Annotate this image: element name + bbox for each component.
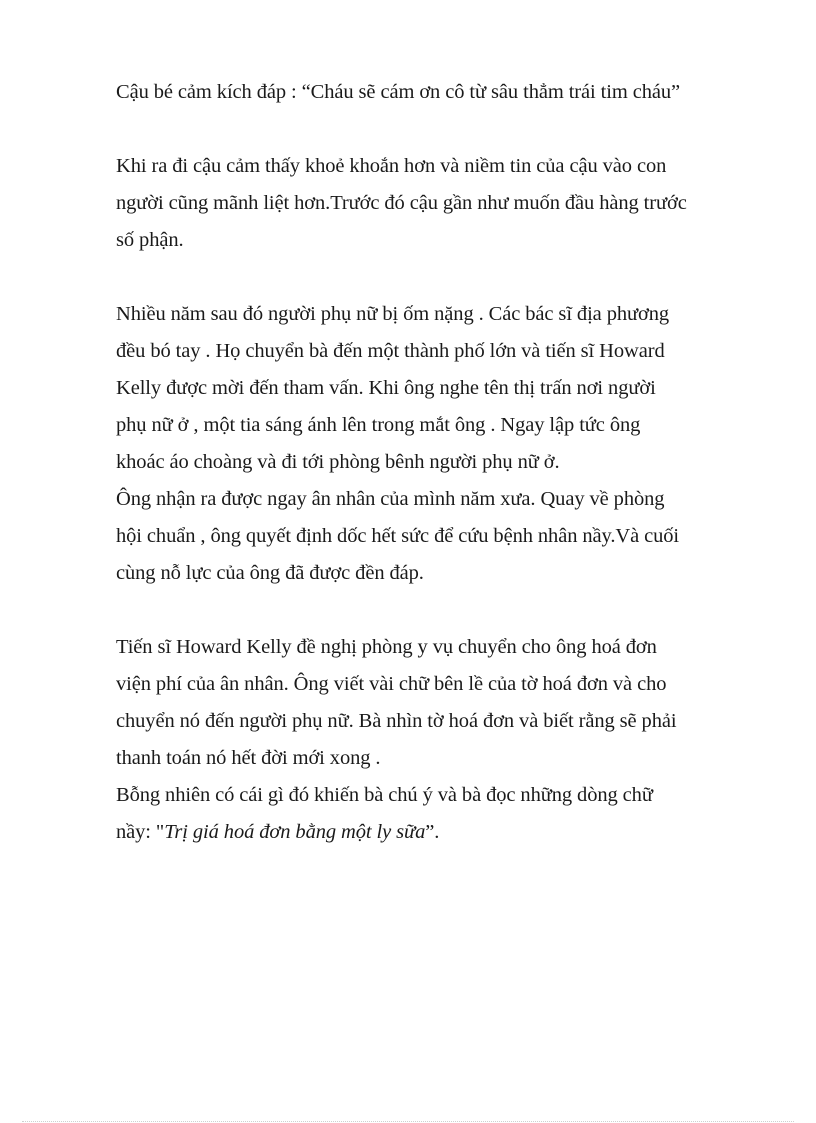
text-line: viện phí của ân nhân. Ông viết vài chữ bên lề của tờ hoá đơn và cho [116, 673, 667, 695]
text-line: người cũng mãnh liệt hơn.Trước đó cậu gần như muốn đầu hàng trước [116, 192, 687, 214]
document-body [116, 74, 756, 851]
text-line: Kelly được mời đến tham vấn. Khi ông nghe tên thị trấn nơi người [116, 377, 656, 399]
text-line: Ông nhận ra được ngay ân nhân của mình năm xưa. Quay về phòng [116, 488, 665, 510]
text-line: Khi ra đi cậu cảm thấy khoẻ khoắn hơn và niềm tin của cậu vào con [116, 155, 667, 177]
paragraph-4 [116, 629, 756, 851]
page-bottom-border [22, 1121, 794, 1122]
text-line: số phận. [116, 229, 184, 251]
milk-quote: Trị giá hoá đơn bằng một ly sữa [164, 821, 426, 843]
text-line: cùng nỗ lực của ông đã được đền đáp. [116, 562, 424, 584]
paragraph-spacer [116, 259, 756, 296]
paragraph-spacer [116, 592, 756, 629]
text-line: Nhiều năm sau đó người phụ nữ bị ốm nặng . Các bác sĩ địa phương [116, 303, 670, 325]
closing-line [116, 814, 756, 851]
text-line: hội chuẩn , ông quyết định dốc hết sức để cứu bệnh nhân nầy.Và cuối [116, 525, 679, 547]
text-line: Bỗng nhiên có cái gì đó khiến bà chú ý và bà đọc những dòng chữ [116, 784, 653, 806]
text-line: thanh toán nó hết đời mới xong . [116, 747, 381, 769]
closing-line-suffix: ”. [425, 821, 440, 843]
text-line: Cậu bé cảm kích đáp : “Cháu sẽ cám ơn cô từ sâu thẳm trái tim cháu” [116, 81, 681, 103]
paragraph-2 [116, 148, 756, 259]
text-line: chuyển nó đến người phụ nữ. Bà nhìn tờ hoá đơn và biết rằng sẽ phải [116, 710, 677, 732]
text-line: Tiến sĩ Howard Kelly đề nghị phòng y vụ chuyển cho ông hoá đơn [116, 636, 657, 658]
paragraph-3 [116, 296, 756, 592]
text-line: phụ nữ ở , một tia sáng ánh lên trong mắt ông . Ngay lập tức ông [116, 414, 641, 436]
paragraph-spacer [116, 111, 756, 148]
closing-line-prefix: nầy: " [116, 821, 165, 843]
text-line: khoác áo choàng và đi tới phòng bênh người phụ nữ ở. [116, 451, 560, 473]
paragraph-1 [116, 74, 756, 111]
text-line: đều bó tay . Họ chuyển bà đến một thành phố lớn và tiến sĩ Howard [116, 340, 665, 362]
